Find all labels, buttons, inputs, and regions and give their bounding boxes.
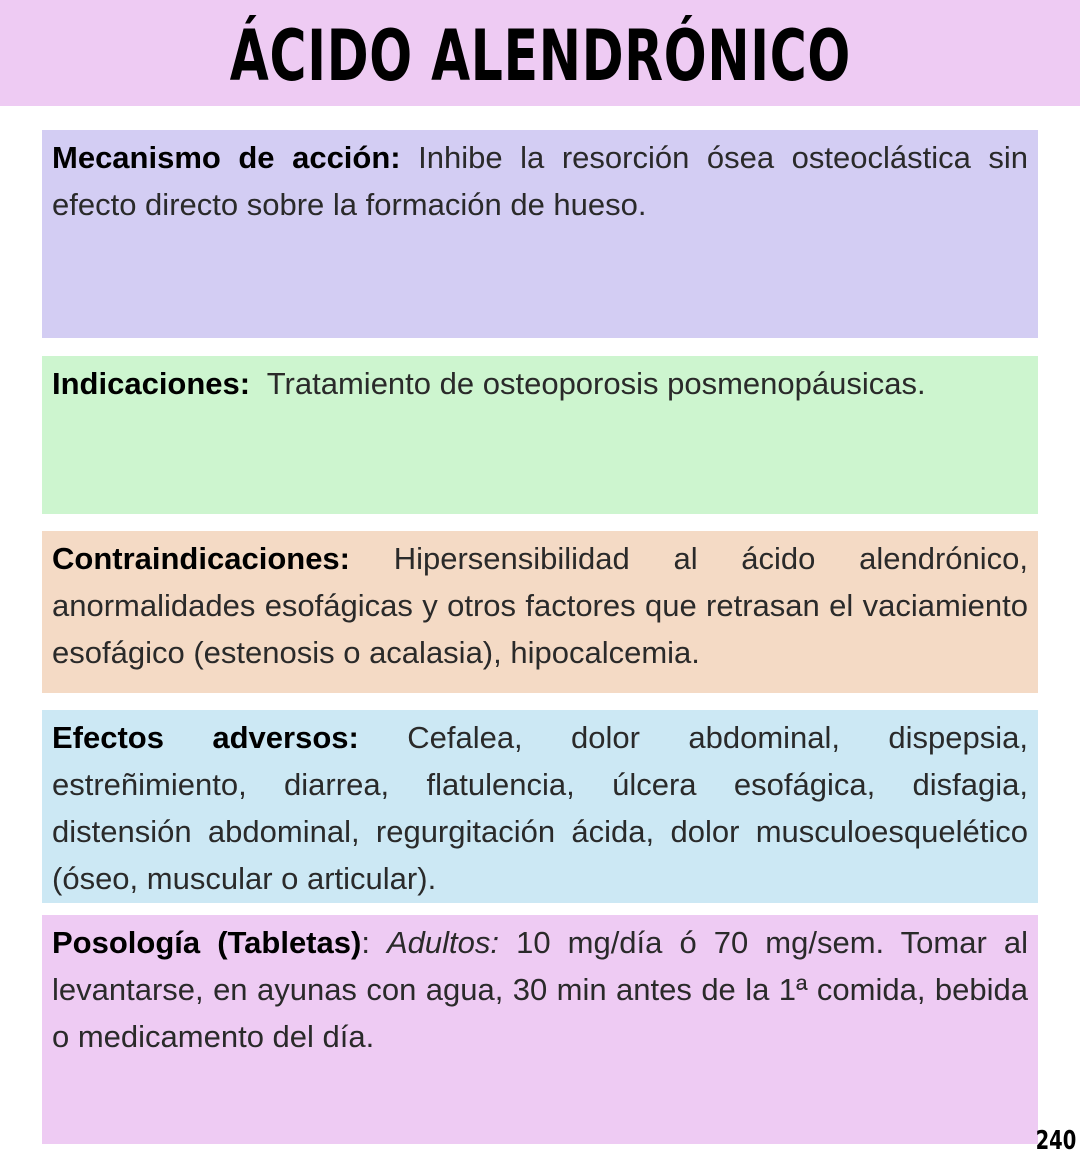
section-label: Contraindicaciones: — [52, 541, 350, 576]
section-mecanismo-de-accion — [42, 130, 1038, 338]
section-text: Cefalea, dolor abdominal, dispepsia, estreñimiento, diarrea, flatulencia, úlcera esofágica, disfagia, distensión abdominal, regurgitación ácida, dolor musculoesquelético (óseo, muscular o articular). — [52, 720, 1028, 896]
section-label: Indicaciones: — [52, 366, 251, 401]
section-text: Inhibe la resorción ósea osteoclástica sin efecto directo sobre la formación de hueso. — [52, 140, 1028, 222]
section-efectos-adversos — [42, 710, 1038, 903]
section-separator: : — [361, 925, 387, 960]
section-text: 10 mg/día ó 70 mg/sem. Tomar al levantarse, en ayunas con agua, 30 min antes de la 1ª comida, bebida o medicamento del día. — [52, 925, 1028, 1054]
section-italic-text: Adultos: — [387, 925, 500, 960]
title-banner — [0, 0, 1080, 106]
page-title: ÁCIDO ALENDRÓNICO — [229, 15, 851, 97]
section-indicaciones — [42, 356, 1038, 514]
section-label: Efectos adversos: — [52, 720, 359, 755]
page-number: 240 — [1035, 1126, 1076, 1156]
section-contraindicaciones — [42, 531, 1038, 693]
section-label: Posología (Tabletas) — [52, 925, 362, 960]
section-label: Mecanismo de acción: — [52, 140, 401, 175]
section-text: Tratamiento de osteoporosis posmenopáusicas. — [250, 366, 926, 401]
section-posologia — [42, 915, 1038, 1144]
section-text: Hipersensibilidad al ácido alendrónico, anormalidades esofágicas y otros factores que retrasan el vaciamiento esofágico (estenosis o acalasia), hipocalcemia. — [52, 541, 1028, 670]
